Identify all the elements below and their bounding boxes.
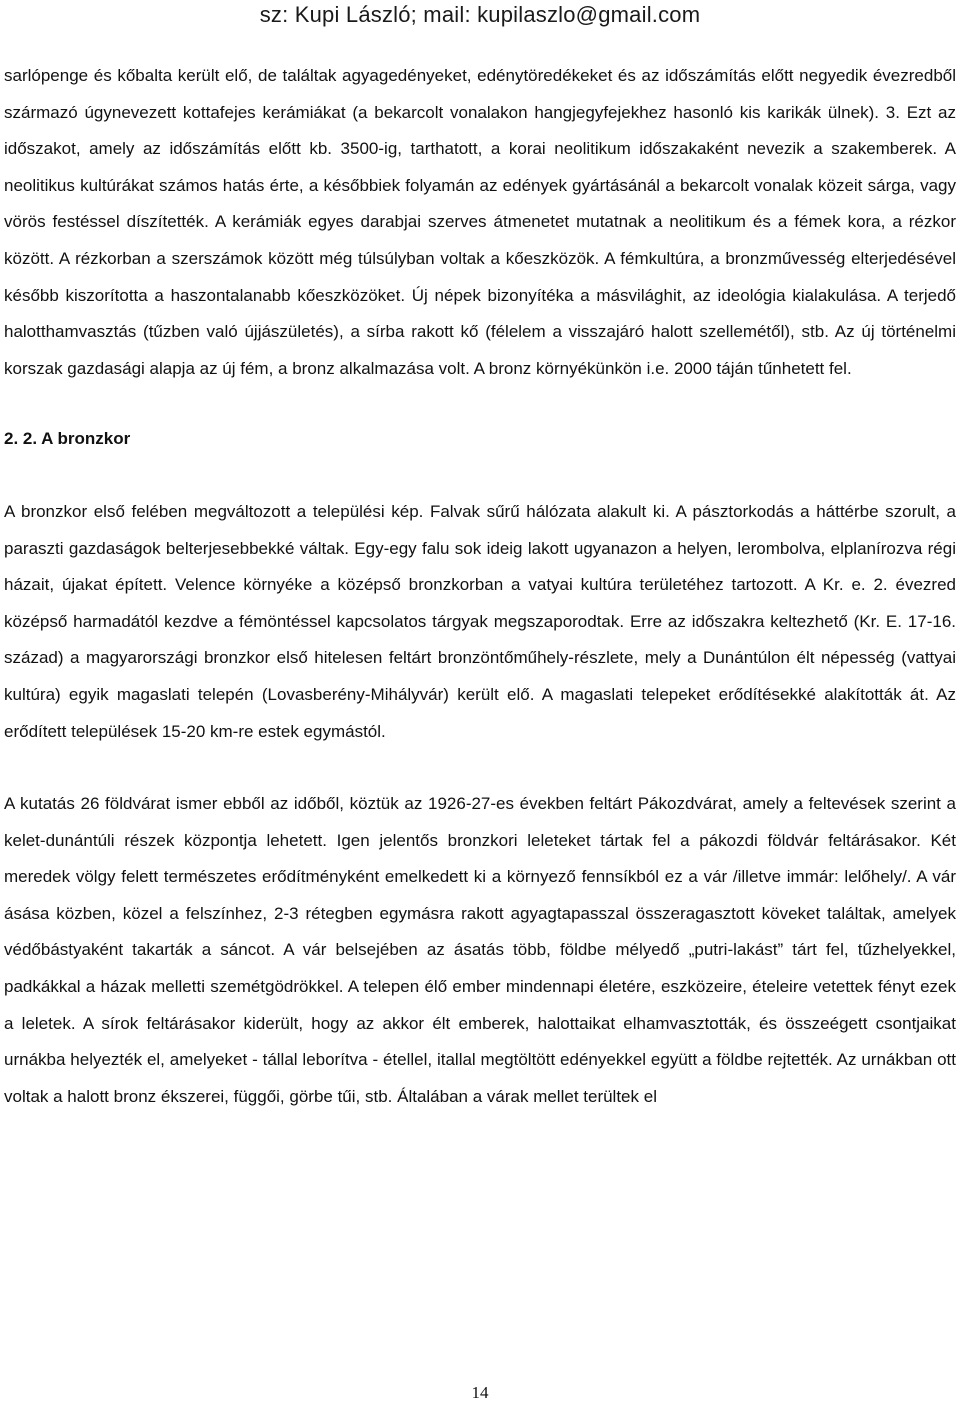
document-body bbox=[4, 58, 956, 1115]
paragraph-bronze-age-settlements: A bronzkor első felében megváltozott a települési kép. Falvak sűrű hálózata alakult ki. A pásztorkodás a háttérbe szorult, a paraszti gazdaságok belterjesebbekké váltak. Egy-egy falu sok ideig lakott ugyanazon a helyen, lerombolva, elplanírozva régi házait, újakat épített. Velence környéke a középső bronzkorban a vatyai kultúra területéhez tartozott. A Kr. e. 2. évezred középső harmadától kezdve a fémöntéssel kapcsolatos tárgyak megszaporodtak. Erre az időszakra keltezhető (Kr. E. 17-16. század) a magyarországi bronzkor első hitelesen feltárt bronzöntőműhely-részlete, mely a Dunántúlon élt népesség (vattyai kultúra) egyik magaslati telepén (Lovasberény-Mihályvár) került elő. A magaslati telepeket erődítésekké alakították át. Az erődített települések 15-20 km-re estek egymástól. bbox=[4, 501, 956, 741]
paragraph-neolithic: sarlópenge és kőbalta került elő, de találtak agyagedényeket, edénytöredékeket és az időszámítás előtt negyedik évezredből származó úgynevezett kottafejes kerámiákat (a bekarcolt vonalakon hangjegyfejekhez hasonló kis karikák ülnek). 3. Ezt az időszakot, amely az időszámítás előtt kb. 3500-ig, tarthatott, a korai neolitikum időszakaként nevezik a szakemberek. A neolitikus kultúrákat számos hatás érte, a későbbiek folyamán az edények gyártásánál a bekarcolt vonalak közeit sárga, vagy vörös festéssel díszítették. A kerámiák egyes darabjai szerves átmenetet mutatnak a neolitikum és a fémek kora, a rézkor között. A rézkorban a szerszámok között még túlsúlyban voltak a kőeszközök. A fémkultúra, a bronzművesség elterjedésével később kiszorította a haszontalanabb kőeszközöket. Új népek bizonyítéka a másvilághit, az ideológia kialakulása. A terjedő halotthamvasztás (tűzben való újjászületés), a sírba rakott kő (félelem a visszajáró halott szellemétől), stb. Az új történelmi korszak gazdasági alapja az új fém, a bronz alkalmazása volt. A bronz környékünkön i.e. 2000 táján tűnhetett fel. bbox=[4, 66, 956, 378]
page-number: 14 bbox=[471, 1383, 489, 1402]
paragraph-earthworks: A kutatás 26 földvárat ismer ebből az időből, köztük az 1926-27-es években feltárt Pákozdvárat, amely a feltevések szerint a kelet-dunántúli részek központja lehetett. Igen jelentős bronzkori leleteket tártak fel a pákozdi földvár feltárásakor. Két meredek völgy felett természetes erődítményként emelkedett ki a környező fennsíkból ez a vár /illetve immár: lelőhely/. A vár ásása közben, közel a felszínhez, 2-3 rétegben egymásra rakott agyagtapasszal összeragasztott köveket találtak, amelyek védőbástyaként takarták a sáncot. A vár belsejében az ásatás több, földbe mélyedő „putri-lakást” tárt fel, tűzhelyekkel, padkákkal a házak melletti szemétgödrökkel. A telepen élő ember mindennapi életére, eszközeire, ételeire vetettek fényt ezek a leletek. A sírok feltárásakor kiderült, hogy az akkor élt emberek, halottaikat elhamvasztották, és összeégett csontjaikat urnákba helyezték el, amelyeket - tállal leborítva - étellel, itallal megtöltött edényekkel együtt a földbe rejtették. Az urnákban ott voltak a halott bronz ékszerei, függői, görbe tűi, stb. Általában a várak mellet terültek el bbox=[4, 794, 956, 1106]
page-header: sz: Kupi László; mail: kupilaszlo@gmail.com bbox=[259, 2, 701, 27]
section-heading-bronze-age: 2. 2. A bronzkor bbox=[4, 429, 131, 449]
paragraph-spacer bbox=[4, 750, 956, 786]
